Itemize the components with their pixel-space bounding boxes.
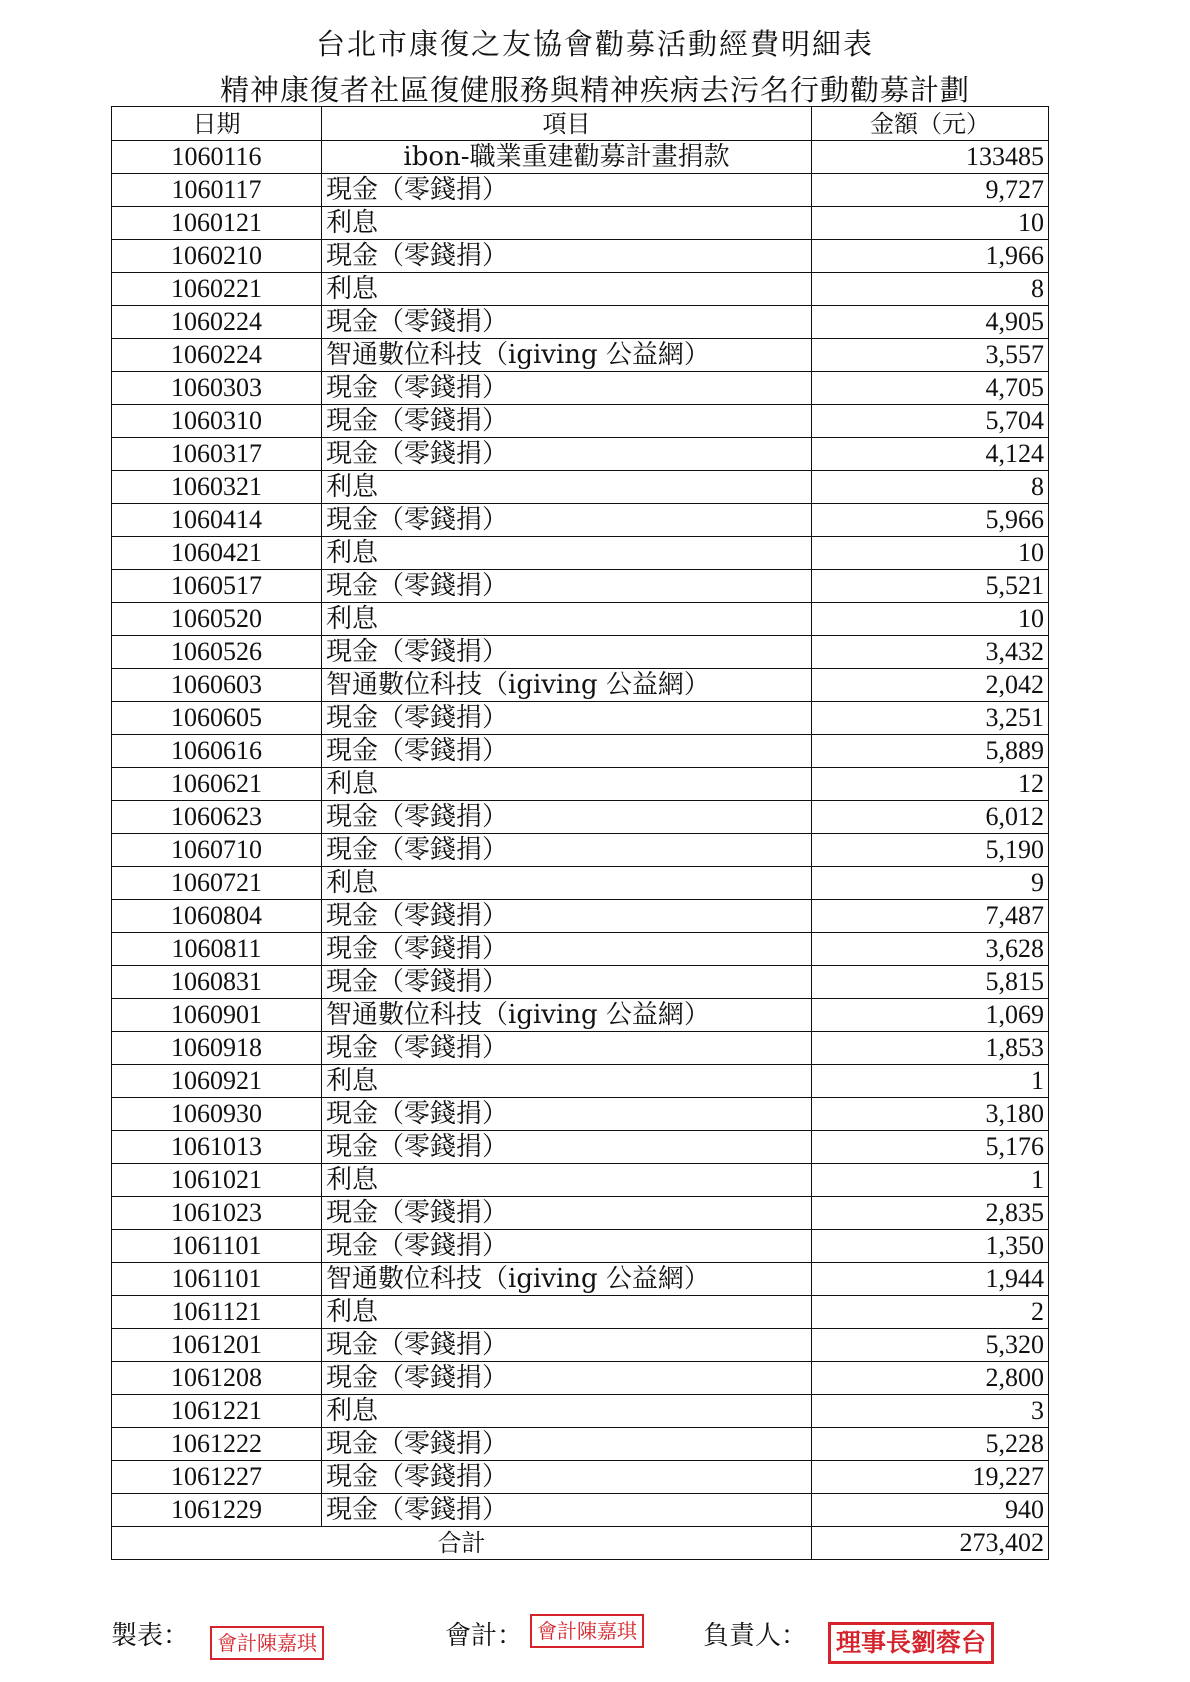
table-row xyxy=(112,339,1049,372)
row-date: 1060710 xyxy=(112,834,322,867)
table-row xyxy=(112,1395,1049,1428)
row-date: 1060721 xyxy=(112,867,322,900)
row-date: 1061221 xyxy=(112,1395,322,1428)
row-amount: 940 xyxy=(812,1494,1049,1527)
row-item: 現金（零錢捐） xyxy=(322,966,812,999)
row-amount: 133485 xyxy=(812,141,1049,174)
row-amount: 2,042 xyxy=(812,669,1049,702)
row-item: 利息 xyxy=(322,1296,812,1329)
row-amount: 8 xyxy=(812,273,1049,306)
table-row xyxy=(112,1263,1049,1296)
row-item: 利息 xyxy=(322,207,812,240)
row-date: 1061201 xyxy=(112,1329,322,1362)
table-row xyxy=(112,1494,1049,1527)
row-item: 現金（零錢捐） xyxy=(322,834,812,867)
row-date: 1061229 xyxy=(112,1494,322,1527)
row-date: 1060603 xyxy=(112,669,322,702)
row-date: 1060526 xyxy=(112,636,322,669)
row-date: 1060616 xyxy=(112,735,322,768)
row-item: 利息 xyxy=(322,867,812,900)
table-row xyxy=(112,306,1049,339)
table-row xyxy=(112,966,1049,999)
row-date: 1060224 xyxy=(112,306,322,339)
accountant-stamp: 會計陳嘉琪 xyxy=(530,1614,644,1648)
row-item: 現金（零錢捐） xyxy=(322,735,812,768)
row-item: 現金（零錢捐） xyxy=(322,240,812,273)
row-date: 1060623 xyxy=(112,801,322,834)
row-amount: 5,176 xyxy=(812,1131,1049,1164)
row-amount: 2,800 xyxy=(812,1362,1049,1395)
row-date: 1061023 xyxy=(112,1197,322,1230)
table-row xyxy=(112,372,1049,405)
row-item: 現金（零錢捐） xyxy=(322,504,812,537)
table-row xyxy=(112,669,1049,702)
table-row xyxy=(112,834,1049,867)
table-row xyxy=(112,1164,1049,1197)
row-item: 現金（零錢捐） xyxy=(322,570,812,603)
row-item: 利息 xyxy=(322,603,812,636)
row-amount: 3,432 xyxy=(812,636,1049,669)
row-amount: 9 xyxy=(812,867,1049,900)
row-amount: 6,012 xyxy=(812,801,1049,834)
table-row xyxy=(112,438,1049,471)
row-item: ibon-職業重建勸募計畫捐款 xyxy=(322,141,812,174)
table-header-row xyxy=(112,107,1049,141)
row-amount: 3 xyxy=(812,1395,1049,1428)
row-date: 1060121 xyxy=(112,207,322,240)
accountant-label: 會計： xyxy=(445,1621,524,1651)
row-item: 利息 xyxy=(322,1395,812,1428)
row-item: 現金（零錢捐） xyxy=(322,405,812,438)
row-amount: 10 xyxy=(812,537,1049,570)
row-amount: 10 xyxy=(812,603,1049,636)
row-amount: 5,704 xyxy=(812,405,1049,438)
row-date: 1060303 xyxy=(112,372,322,405)
row-amount: 5,190 xyxy=(812,834,1049,867)
row-amount: 2 xyxy=(812,1296,1049,1329)
table-row xyxy=(112,570,1049,603)
row-item: 現金（零錢捐） xyxy=(322,801,812,834)
row-date: 1060811 xyxy=(112,933,322,966)
table-row xyxy=(112,141,1049,174)
total-amount: 273,402 xyxy=(812,1527,1049,1560)
row-amount: 1,069 xyxy=(812,999,1049,1032)
row-date: 1060321 xyxy=(112,471,322,504)
row-amount: 5,966 xyxy=(812,504,1049,537)
row-item: 現金（零錢捐） xyxy=(322,306,812,339)
row-item: 現金（零錢捐） xyxy=(322,438,812,471)
total-label: 合計 xyxy=(112,1527,812,1560)
row-item: 現金（零錢捐） xyxy=(322,1230,812,1263)
table-row xyxy=(112,801,1049,834)
row-date: 1061013 xyxy=(112,1131,322,1164)
row-item: 現金（零錢捐） xyxy=(322,702,812,735)
row-item: 利息 xyxy=(322,1164,812,1197)
table-row xyxy=(112,1131,1049,1164)
header-date: 日期 xyxy=(112,107,322,141)
row-item: 現金（零錢捐） xyxy=(322,1197,812,1230)
row-date: 1061021 xyxy=(112,1164,322,1197)
row-item: 現金（零錢捐） xyxy=(322,1032,812,1065)
row-amount: 5,521 xyxy=(812,570,1049,603)
table-row xyxy=(112,1329,1049,1362)
table-row xyxy=(112,471,1049,504)
row-date: 1060224 xyxy=(112,339,322,372)
row-date: 1061101 xyxy=(112,1263,322,1296)
row-amount: 2,835 xyxy=(812,1197,1049,1230)
row-item: 智通數位科技（igiving 公益網） xyxy=(322,1263,812,1296)
table-row xyxy=(112,207,1049,240)
table-row xyxy=(112,603,1049,636)
row-item: 現金（零錢捐） xyxy=(322,900,812,933)
header-amount: 金額（元） xyxy=(812,107,1049,141)
row-date: 1060901 xyxy=(112,999,322,1032)
table-row xyxy=(112,504,1049,537)
row-item: 現金（零錢捐） xyxy=(322,1461,812,1494)
table-row xyxy=(112,1197,1049,1230)
table-row xyxy=(112,999,1049,1032)
row-date: 1060921 xyxy=(112,1065,322,1098)
row-item: 現金（零錢捐） xyxy=(322,1428,812,1461)
row-date: 1061227 xyxy=(112,1461,322,1494)
table-row xyxy=(112,405,1049,438)
header-item: 項目 xyxy=(322,107,812,141)
table-row xyxy=(112,1296,1049,1329)
row-date: 1061222 xyxy=(112,1428,322,1461)
row-amount: 9,727 xyxy=(812,174,1049,207)
row-item: 現金（零錢捐） xyxy=(322,933,812,966)
row-date: 1060317 xyxy=(112,438,322,471)
row-date: 1060116 xyxy=(112,141,322,174)
row-date: 1060421 xyxy=(112,537,322,570)
table-row xyxy=(112,1362,1049,1395)
row-item: 現金（零錢捐） xyxy=(322,1098,812,1131)
row-item: 現金（零錢捐） xyxy=(322,1329,812,1362)
row-item: 現金（零錢捐） xyxy=(322,174,812,207)
document-title: 台北市康復之友協會勸募活動經費明細表 xyxy=(315,27,874,61)
row-amount: 3,628 xyxy=(812,933,1049,966)
responsible-stamp: 理事長劉蓉台 xyxy=(828,1622,994,1664)
row-amount: 3,251 xyxy=(812,702,1049,735)
row-amount: 1,944 xyxy=(812,1263,1049,1296)
row-item: 現金（零錢捐） xyxy=(322,636,812,669)
row-date: 1060605 xyxy=(112,702,322,735)
row-amount: 3,180 xyxy=(812,1098,1049,1131)
row-item: 現金（零錢捐） xyxy=(322,1362,812,1395)
table-row xyxy=(112,867,1049,900)
row-amount: 1 xyxy=(812,1065,1049,1098)
row-item: 利息 xyxy=(322,768,812,801)
row-amount: 5,228 xyxy=(812,1428,1049,1461)
responsible-label: 負責人： xyxy=(703,1621,808,1651)
row-amount: 8 xyxy=(812,471,1049,504)
row-amount: 5,320 xyxy=(812,1329,1049,1362)
row-amount: 12 xyxy=(812,768,1049,801)
row-date: 1060210 xyxy=(112,240,322,273)
row-amount: 4,905 xyxy=(812,306,1049,339)
document-subtitle: 精神康復者社區復健服務與精神疾病去污名行動勸募計劃 xyxy=(219,73,970,107)
row-date: 1060310 xyxy=(112,405,322,438)
table-row xyxy=(112,240,1049,273)
row-amount: 7,487 xyxy=(812,900,1049,933)
row-date: 1060221 xyxy=(112,273,322,306)
table-row xyxy=(112,636,1049,669)
row-amount: 4,705 xyxy=(812,372,1049,405)
row-date: 1060517 xyxy=(112,570,322,603)
table-row xyxy=(112,900,1049,933)
row-item: 利息 xyxy=(322,1065,812,1098)
row-amount: 5,815 xyxy=(812,966,1049,999)
row-amount: 1,350 xyxy=(812,1230,1049,1263)
preparer-stamp: 會計陳嘉琪 xyxy=(210,1626,324,1660)
row-date: 1061121 xyxy=(112,1296,322,1329)
table-row xyxy=(112,1230,1049,1263)
row-amount: 4,124 xyxy=(812,438,1049,471)
row-item: 智通數位科技（igiving 公益網） xyxy=(322,339,812,372)
row-amount: 1 xyxy=(812,1164,1049,1197)
table-row xyxy=(112,1032,1049,1065)
table-row xyxy=(112,273,1049,306)
table-row xyxy=(112,1461,1049,1494)
row-date: 1060621 xyxy=(112,768,322,801)
row-amount: 3,557 xyxy=(812,339,1049,372)
row-item: 現金（零錢捐） xyxy=(322,1494,812,1527)
row-date: 1060930 xyxy=(112,1098,322,1131)
row-date: 1060831 xyxy=(112,966,322,999)
row-amount: 5,889 xyxy=(812,735,1049,768)
table-row xyxy=(112,768,1049,801)
total-row xyxy=(112,1527,1049,1560)
row-date: 1060520 xyxy=(112,603,322,636)
row-amount: 1,966 xyxy=(812,240,1049,273)
row-amount: 1,853 xyxy=(812,1032,1049,1065)
row-date: 1060117 xyxy=(112,174,322,207)
preparer-label: 製表： xyxy=(111,1621,190,1651)
row-item: 利息 xyxy=(322,273,812,306)
row-item: 智通數位科技（igiving 公益網） xyxy=(322,999,812,1032)
row-date: 1061208 xyxy=(112,1362,322,1395)
row-date: 1060804 xyxy=(112,900,322,933)
table-row xyxy=(112,1065,1049,1098)
donation-ledger-table xyxy=(111,106,1049,1560)
row-item: 利息 xyxy=(322,471,812,504)
row-item: 現金（零錢捐） xyxy=(322,1131,812,1164)
row-amount: 19,227 xyxy=(812,1461,1049,1494)
table-row xyxy=(112,735,1049,768)
row-item: 利息 xyxy=(322,537,812,570)
table-row xyxy=(112,537,1049,570)
row-date: 1060414 xyxy=(112,504,322,537)
row-item: 現金（零錢捐） xyxy=(322,372,812,405)
row-amount: 10 xyxy=(812,207,1049,240)
table-row xyxy=(112,1098,1049,1131)
table-row xyxy=(112,702,1049,735)
table-row xyxy=(112,933,1049,966)
row-date: 1060918 xyxy=(112,1032,322,1065)
row-date: 1061101 xyxy=(112,1230,322,1263)
row-item: 智通數位科技（igiving 公益網） xyxy=(322,669,812,702)
table-row xyxy=(112,1428,1049,1461)
table-row xyxy=(112,174,1049,207)
